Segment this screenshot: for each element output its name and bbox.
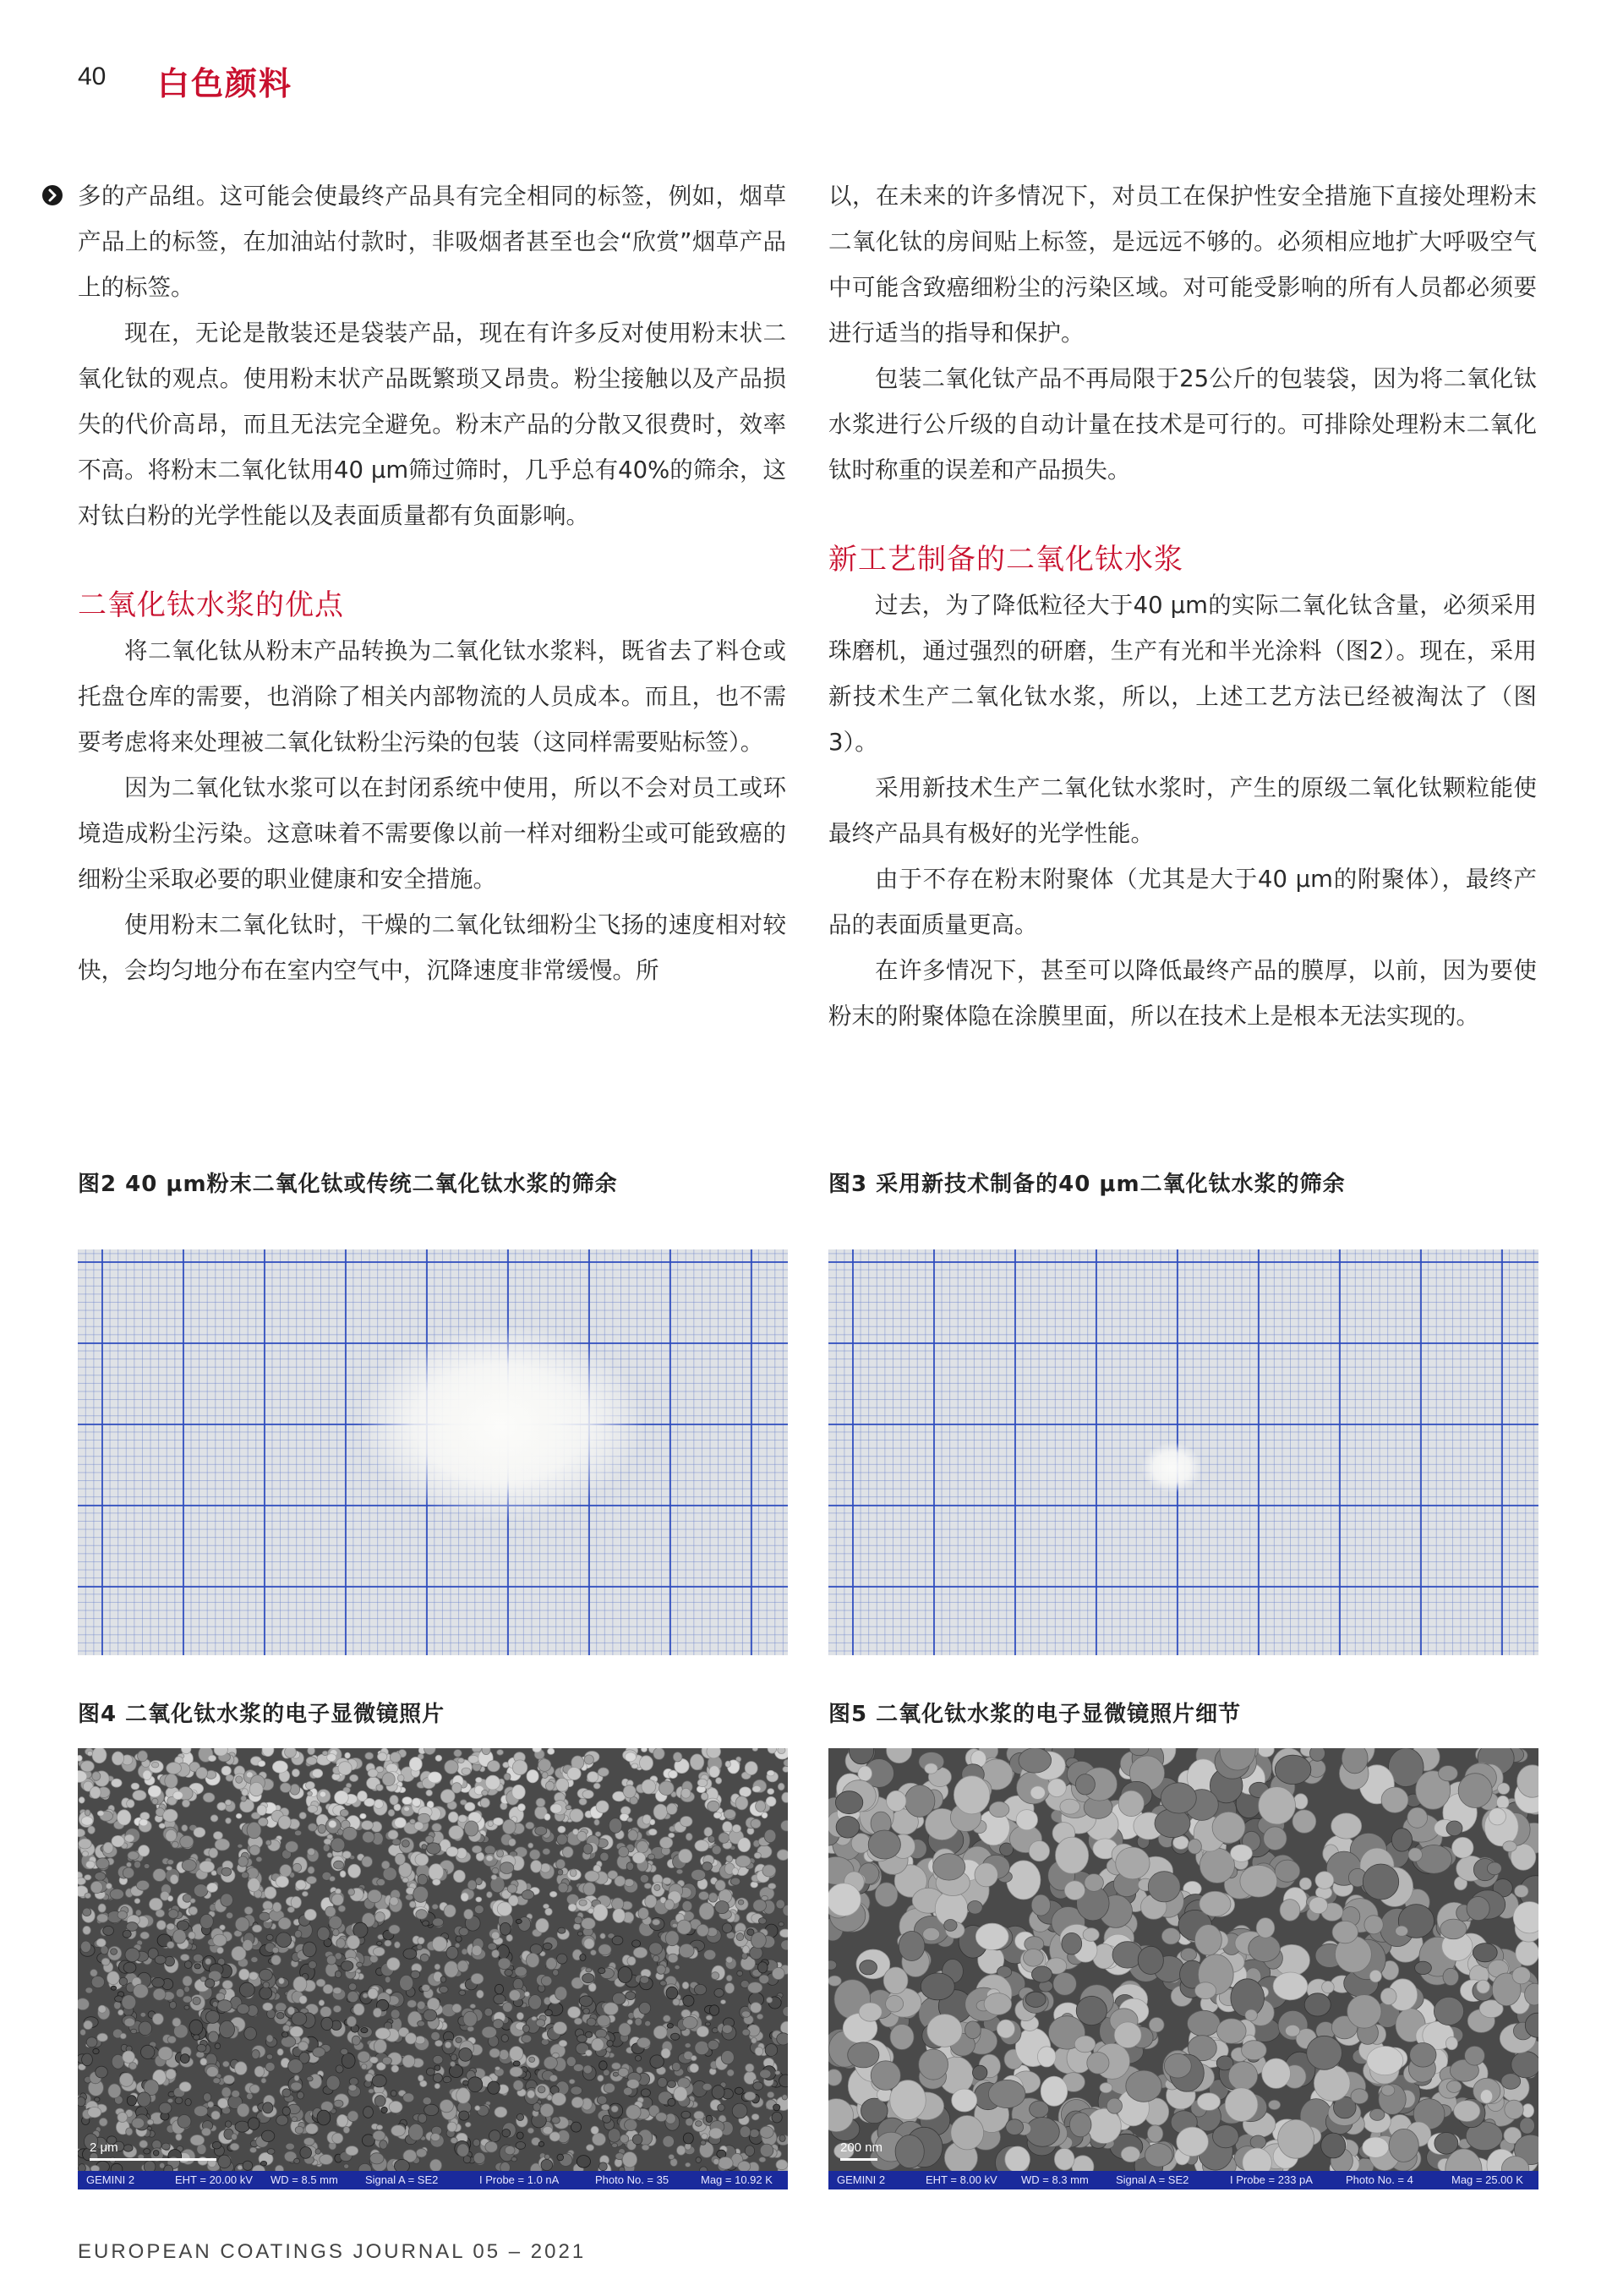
figure-2-sieve-residue-image [78, 1249, 788, 1655]
scale-bar: 200 nm [840, 2140, 883, 2161]
paragraph: 因为二氧化钛水浆可以在封闭系统中使用，所以不会对员工或环境造成粉尘污染。这意味着不需要像以前一样对细粉尘或可能致癌的细粉尘采取必要的职业健康和安全措施。 [78, 774, 786, 893]
paragraph: 现在，无论是散装还是袋装产品，现在有许多反对使用粉末状二氧化钛的观点。使用粉末状产品既繁琐又昂贵。粉尘接触以及产品损失的代价高昂，而且无法完全避免。粉末产品的分散又很费时，效率不高。将粉末二氧化钛用40 μm筛过筛时，几乎总有40%的筛余，这对钛白粉的光学性能以及表面质量都有负面影响。 [78, 320, 786, 529]
section-title: 白色颜料 [157, 65, 293, 102]
figure-caption: 图5 二氧化钛水浆的电子显微镜照片细节 [828, 1702, 1242, 1727]
sem-info-bar: GEMINI 2 EHT = 8.00 kV WD = 8.3 mm Signal A = SE2 I Probe = 233 pA Photo No. = 4 Mag = 25.00 K [828, 2171, 1538, 2189]
paragraph: 过去，为了降低粒径大于40 μm的实际二氧化钛含量，必须采用珠磨机，通过强烈的研磨，生产有光和半光涂料（图2）。现在，采用新技术生产二氧化钛水浆，所以，上述工艺方法已经被淘汰了（图3）。 [828, 592, 1537, 756]
left-column [78, 173, 786, 993]
figure-caption: 图3 采用新技术制备的40 μm二氧化钛水浆的筛余 [828, 1172, 1346, 1197]
figure-caption: 图4 二氧化钛水浆的电子显微镜照片 [78, 1702, 445, 1727]
paragraph: 采用新技术生产二氧化钛水浆时，产生的原级二氧化钛颗粒能使最终产品具有极好的光学性能。 [828, 774, 1537, 847]
chevron-right-icon [42, 185, 63, 205]
paragraph: 将二氧化钛从粉末产品转换为二氧化钛水浆料，既省去了料仓或托盘仓库的需要，也消除了相关内部物流的人员成本。而且，也不需要考虑将来处理被二氧化钛粉尘污染的包装（这同样需要贴标签）。 [78, 637, 786, 756]
paragraph: 由于不存在粉末附聚体（尤其是大于40 μm的附聚体），最终产品的表面质量更高。 [828, 866, 1537, 938]
paragraph: 在许多情况下，甚至可以降低最终产品的膜厚，以前，因为要使粉末的附聚体隐在涂膜里面，所以在技术上是根本无法实现的。 [828, 957, 1537, 1030]
section-heading: 新工艺制备的二氧化钛水浆 [828, 543, 1183, 577]
paragraph: 以，在未来的许多情况下，对员工在保护性安全措施下直接处理粉末二氧化钛的房间贴上标签，是远远不够的。必须相应地扩大呼吸空气中可能含致癌细粉尘的污染区域。对可能受影响的所有人员都必须要进行适当的指导和保护。 [828, 183, 1537, 347]
figure-5-sem-image [828, 1748, 1538, 2189]
right-column [828, 173, 1537, 1039]
section-heading: 二氧化钛水浆的优点 [78, 588, 344, 622]
paragraph: 包装二氧化钛产品不再局限于25公斤的包装袋，因为将二氧化钛水浆进行公斤级的自动计量在技术是可行的。可排除处理粉末二氧化钛时称重的误差和产品损失。 [828, 365, 1537, 484]
paragraph: 使用粉末二氧化钛时，干燥的二氧化钛细粉尘飞扬的速度相对较快，会均匀地分布在室内空气中，沉降速度非常缓慢。所 [78, 911, 786, 984]
figure-4-sem-image [78, 1748, 788, 2189]
page-number: 40 [78, 63, 107, 90]
scale-bar: 2 μm [90, 2140, 216, 2161]
footer-journal-issue: EUROPEAN COATINGS JOURNAL 05 – 2021 [78, 2240, 587, 2263]
sem-info-bar: GEMINI 2 EHT = 20.00 kV WD = 8.5 mm Signal A = SE2 I Probe = 1.0 nA Photo No. = 35 Mag = 10.92 K [78, 2171, 788, 2189]
paragraph: 多的产品组。这可能会使最终产品具有完全相同的标签，例如，烟草产品上的标签，在加油站付款时，非吸烟者甚至也会“欣赏”烟草产品上的标签。 [78, 183, 786, 301]
figure-3-sieve-residue-image [828, 1249, 1538, 1655]
figure-caption: 图2 40 μm粉末二氧化钛或传统二氧化钛水浆的筛余 [78, 1172, 618, 1197]
